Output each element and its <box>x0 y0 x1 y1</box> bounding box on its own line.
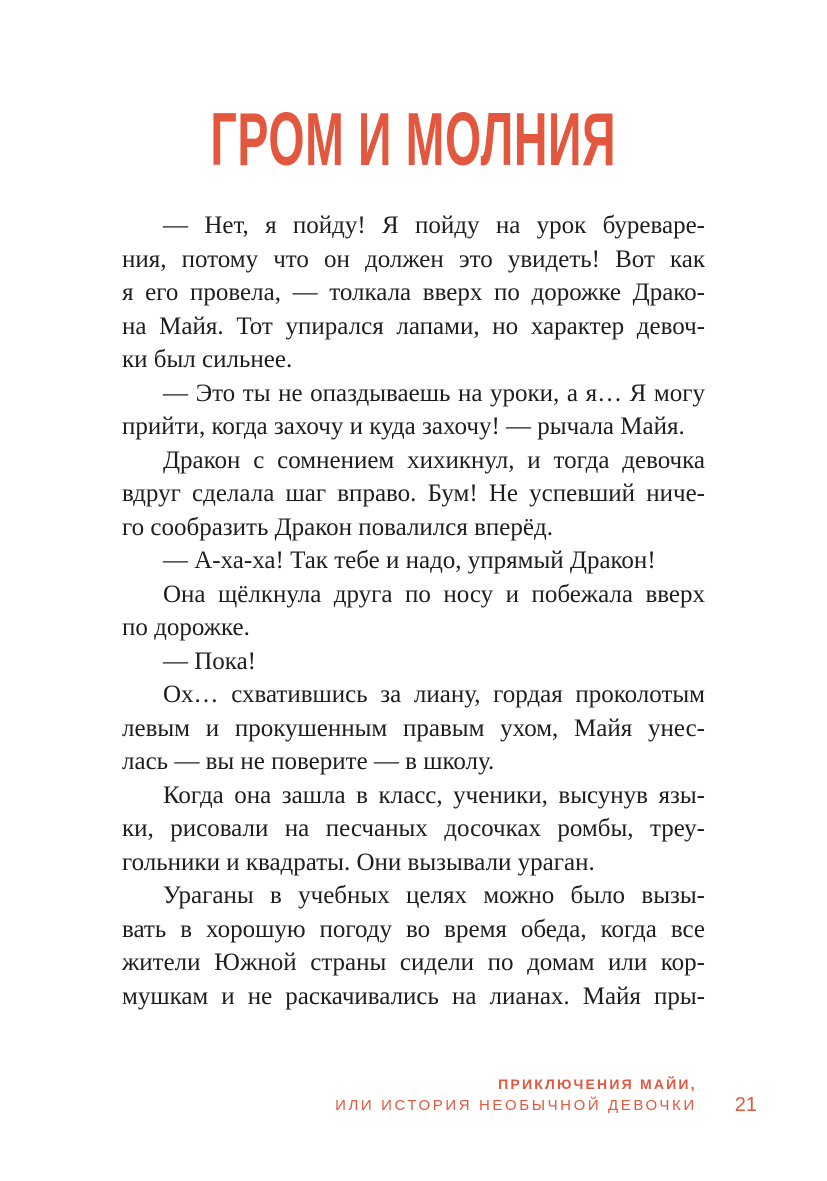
text-line: ния, потому что он должен это увидеть! Вот как <box>122 245 705 273</box>
paragraph <box>122 645 705 679</box>
text-line: на Майя. Тот упирался лапами, но характер девоч- <box>122 312 705 340</box>
text-line: Ураганы в учебных целях можно было вызы- <box>163 882 705 909</box>
paragraph <box>122 879 705 1013</box>
running-title-line2: ИЛИ ИСТОРИЯ НЕОБЫЧНОЙ ДЕВОЧКИ <box>335 1097 697 1114</box>
text-line: — Пока! <box>163 647 256 675</box>
text-line: ки был сильнее. <box>122 346 293 373</box>
paragraph <box>122 209 705 377</box>
text-line: гольники и квадраты. Они вызывали ураган. <box>122 848 595 876</box>
running-title-line1: ПРИКЛЮЧЕНИЯ МАЙИ, <box>498 1076 697 1092</box>
text-line: Ох… схватившись за лиану, гордая проколотым <box>163 681 705 708</box>
paragraph <box>122 678 705 779</box>
text-line: лась — вы не поверите — в школу. <box>122 748 495 775</box>
running-title <box>335 1074 697 1116</box>
paragraph <box>122 544 705 578</box>
text-line: по дорожке. <box>122 614 250 641</box>
text-line: вдруг сделала шаг вправо. Бум! Не успевший ниче- <box>122 480 705 507</box>
paragraph <box>122 444 705 545</box>
text-line: — Это ты не опаздываешь на уроки, а я… Я могу <box>163 379 705 407</box>
body-text <box>122 209 705 1013</box>
chapter-title-text: ГРОМ И МОЛНИЯ <box>210 97 617 181</box>
paragraph <box>122 578 705 645</box>
page-footer <box>335 1074 757 1116</box>
text-line: — Нет, я пойду! Я пойду на урок буреваре- <box>163 212 705 239</box>
chapter-title <box>0 97 827 181</box>
text-line: вать в хорошую погоду во время обеда, когда все <box>122 915 705 943</box>
text-line: мушкам и не раскачивались на лианах. Майя пры- <box>122 982 705 1010</box>
text-line: — А-ха-ха! Так тебе и надо, упрямый Дракон! <box>163 547 656 574</box>
text-line: жители Южной страны сидели по домам или кор- <box>122 949 705 976</box>
paragraph <box>122 377 705 444</box>
text-line: левым и прокушенным правым ухом, Майя унес- <box>122 714 705 742</box>
text-line: прийти, когда захочу и куда захочу! — рычала Майя. <box>122 413 685 440</box>
page-number: 21 <box>734 1094 757 1116</box>
paragraph <box>122 779 705 880</box>
text-line: Когда она зашла в класс, ученики, высунув язы- <box>163 781 705 809</box>
text-line: го сообразить Дракон повалился вперёд. <box>122 513 553 541</box>
text-line: я его провела, — толкала вверх по дорожке Драко- <box>122 279 705 306</box>
text-line: Дракон с сомнением хихикнул, и тогда девочка <box>163 446 705 474</box>
text-line: ки, рисовали на песчаных досочках ромбы, треу- <box>122 815 705 842</box>
text-line: Она щёлкнула друга по носу и побежала вверх <box>163 580 705 608</box>
